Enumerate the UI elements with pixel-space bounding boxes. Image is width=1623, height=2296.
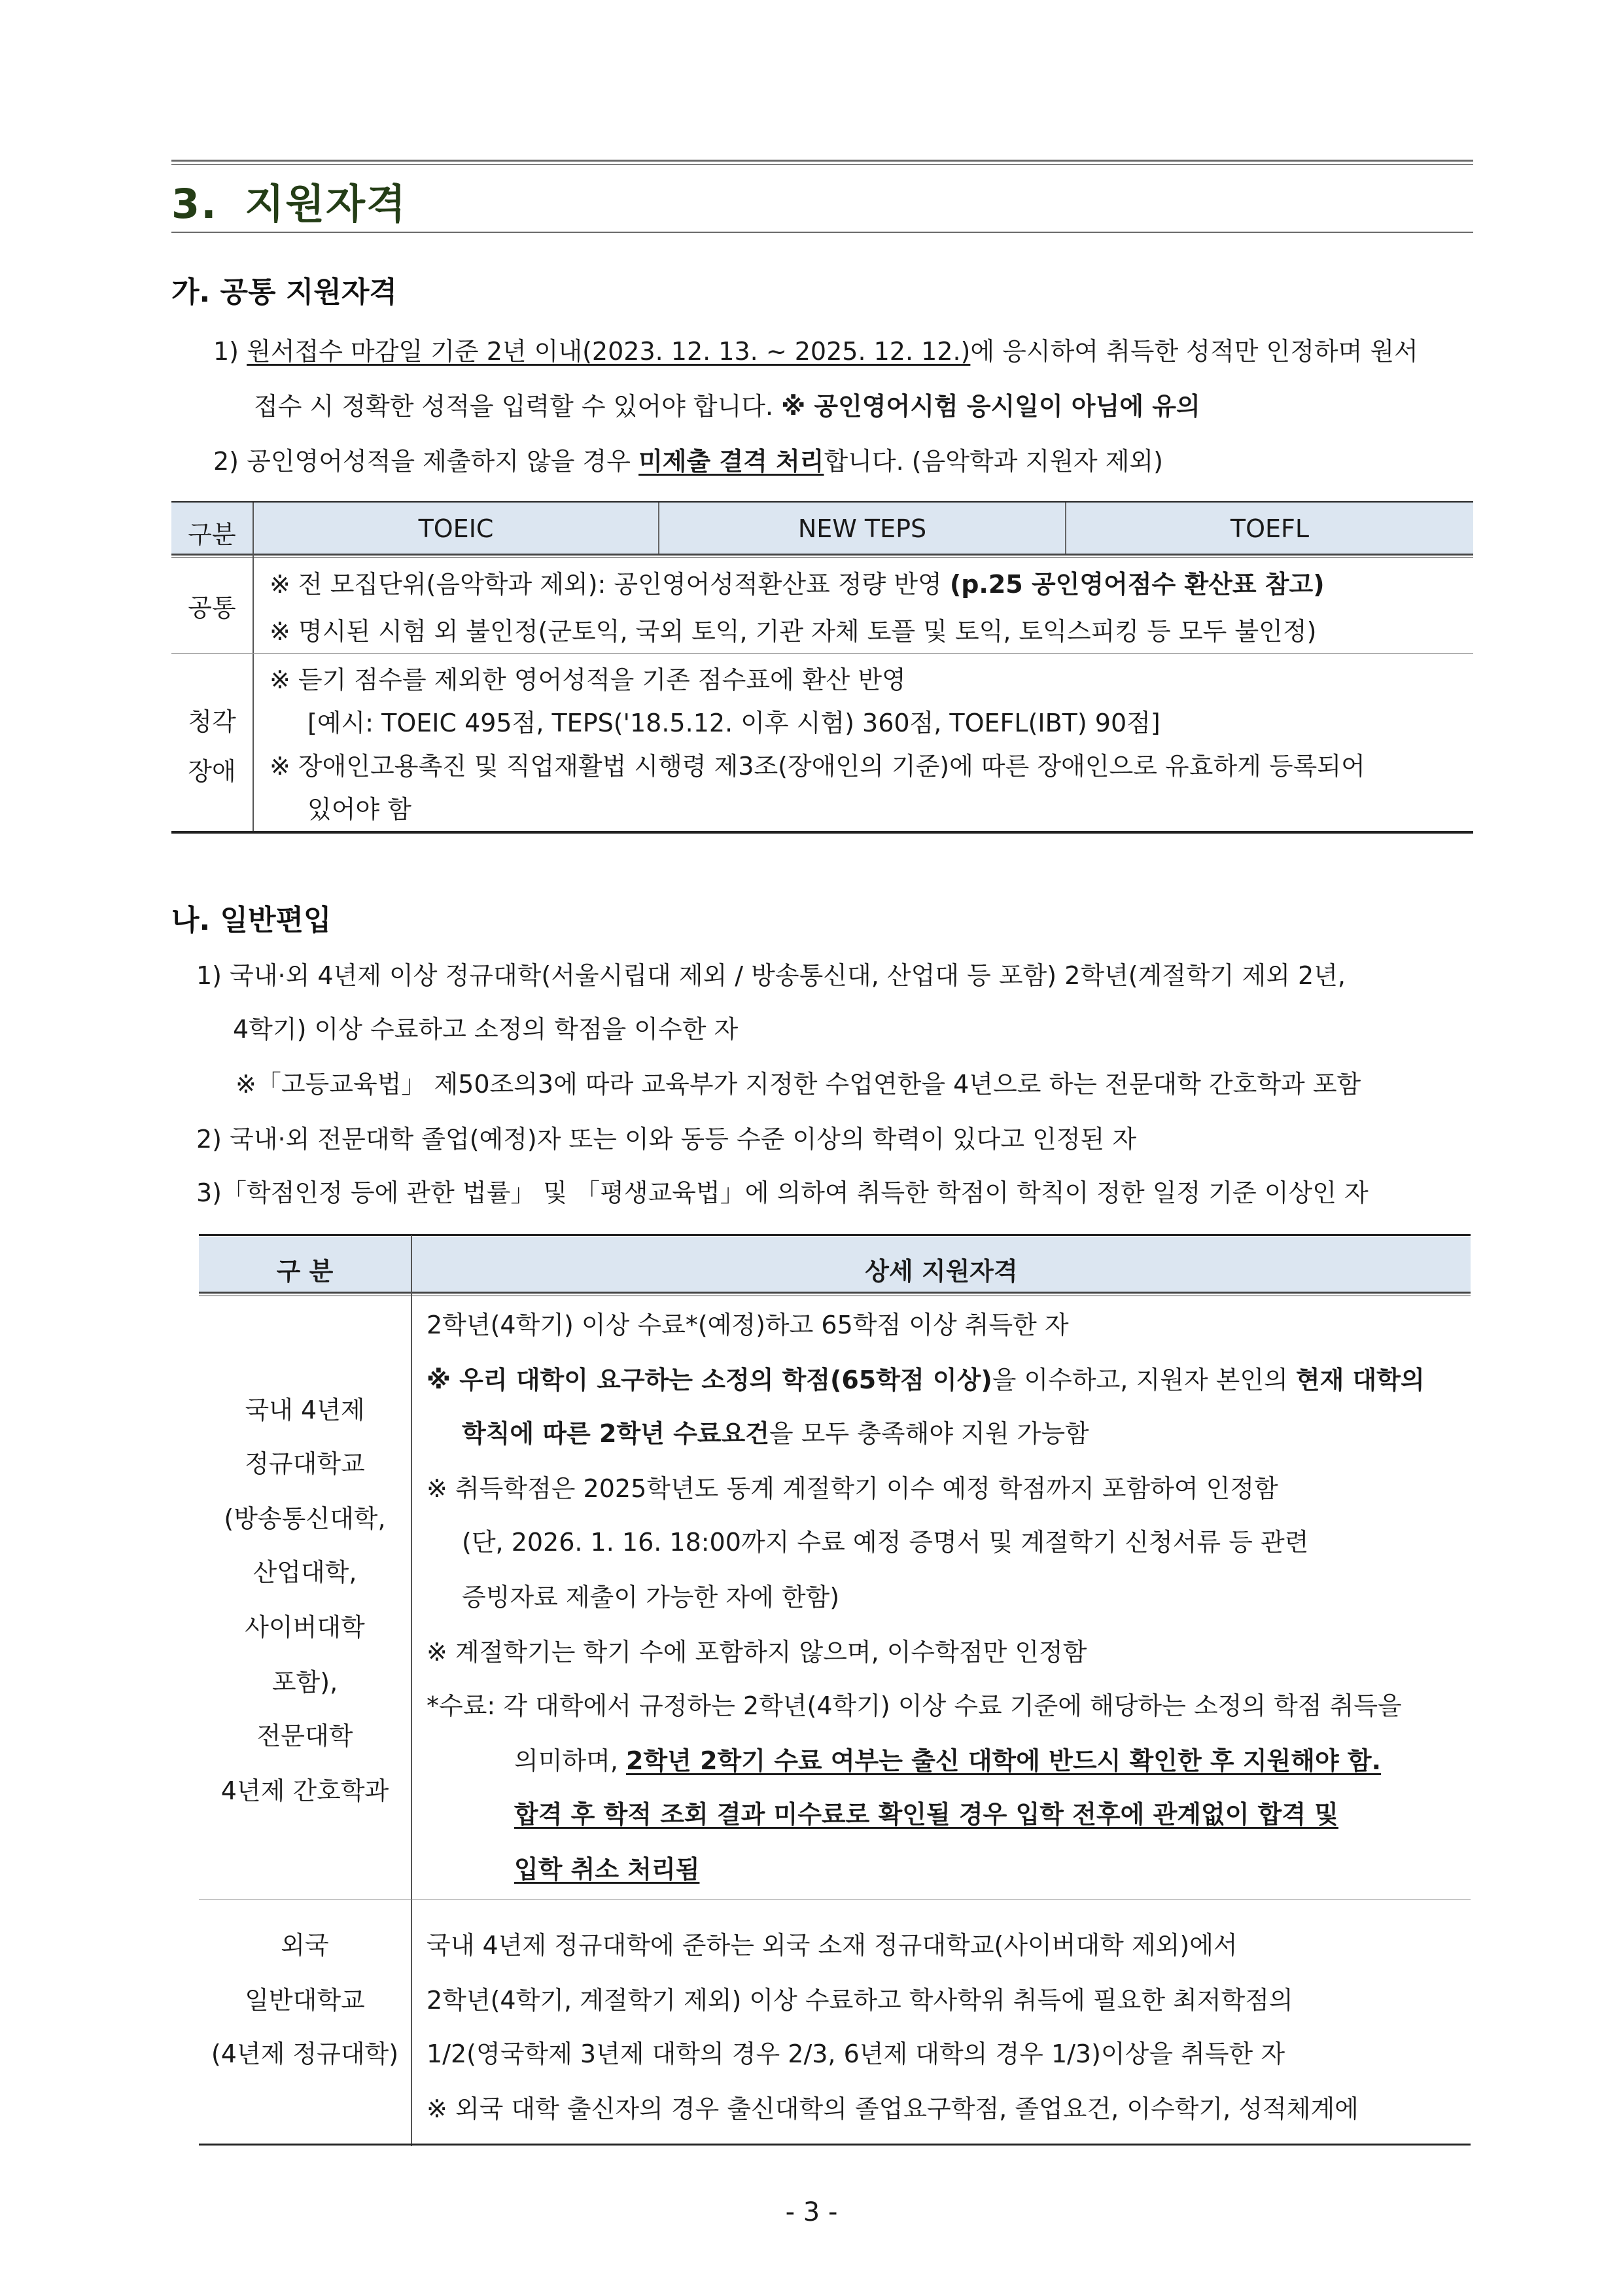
table1-label-divider	[253, 503, 254, 832]
general-heading: 나. 일반편입	[171, 904, 332, 937]
table2-row2-label-1: 외국	[281, 1931, 329, 1960]
table1-row2-line4: 있어야 함	[307, 795, 411, 824]
table1-row2-line3: ※ 장애인고용촉진 및 직업재활법 시행령 제3조(장애인의 기준)에 따른 장애인으로 유효하게 등록되어	[270, 752, 1365, 781]
common-item-1-rest: 에 응시하여 취득한 성적만 인정하며 원서	[970, 337, 1418, 366]
common-item-2-b: 합니다. (음악학과 지원자 제외)	[824, 447, 1163, 476]
common-item-2-a: 공인영어성적을 제출하지 않을 경우	[247, 447, 631, 476]
common-item-2-underlined: 미제출 결격 처리	[638, 447, 824, 476]
item-number: 2)	[213, 447, 239, 476]
section-number: 3.	[171, 180, 218, 228]
table2-bottom-border	[199, 2144, 1471, 2146]
table2-row1-line9-normal: 의미하며,	[514, 1746, 618, 1775]
table1-divider	[658, 503, 659, 555]
table1-row1-line1-b: (p.25 공인영어점수 환산표 참고)	[949, 570, 1325, 599]
item-number: 1)	[213, 337, 239, 366]
header-rule-top	[171, 160, 1473, 162]
header-rule-top-thin	[171, 164, 1473, 165]
general-item-3: 3)「학점인정 등에 관한 법률」 및 「평생교육법」에 의하여 취득한 학점이 학칙이 정한 일정 기준 이상인 자	[196, 1178, 1369, 1207]
table2-row1-line5: (단, 2026. 1. 16. 18:00까지 수료 예정 증명서 및 계절학기 신청서류 등 관련	[462, 1528, 1309, 1557]
table1-row2-label-2: 장애	[188, 757, 236, 786]
table2-row1-line8: *수료: 각 대학에서 규정하는 2학년(4학기) 이상 수료 기준에 해당하는 소정의 학점 취득을	[427, 1691, 1402, 1720]
section-title	[171, 171, 407, 230]
table1-header-cell-4	[1066, 503, 1473, 554]
table2-row2-label-3: (4년제 정규대학)	[211, 2040, 399, 2068]
common-item-1-note: ※ 공인영어시험 응시일이 아님에 유의	[781, 392, 1200, 421]
table2-row1-line3-bold: 학칙에 따른 2학년 수료요건	[462, 1419, 769, 1448]
header-label: 상세 지원자격	[865, 1257, 1018, 1286]
table2-row1-line2	[427, 1360, 1425, 1396]
table1-row2-label-1: 청각	[188, 707, 236, 736]
table2-row1-label-4: 산업대학,	[253, 1558, 357, 1587]
general-item-1-line1: 1) 국내·외 4년제 이상 정규대학(서울시립대 제외 / 방송통신대, 산업대 등 포함) 2학년(계절학기 제외 2년,	[196, 961, 1346, 990]
table2-row1-label-3: (방송통신대학,	[224, 1504, 386, 1533]
common-item-1	[213, 331, 1418, 367]
table2-row1-label-7: 전문대학	[256, 1722, 353, 1750]
table1-row-divider	[171, 653, 1473, 654]
table2-row1-line6: 증빙자료 제출이 가능한 자에 한함)	[462, 1583, 840, 1612]
header-rule-bottom	[171, 232, 1473, 233]
table2-row1-line3-normal: 을 모두 충족해야 지원 가능함	[769, 1419, 1089, 1448]
page-number: - 3 -	[785, 2197, 838, 2227]
table2-row1-label-6: 포함),	[271, 1668, 338, 1697]
table2-row1-line2-bold2: 현재 대학의	[1295, 1366, 1425, 1394]
header-label: 구분	[188, 520, 236, 549]
table1-row1-line2: ※ 명시된 시험 외 불인정(군토익, 국외 토익, 기관 자체 토플 및 토익, 토익스피킹 등 모두 불인정)	[270, 617, 1317, 646]
table1-bottom-border	[171, 831, 1473, 834]
table2-row1-line11: 입학 취소 처리됨	[514, 1855, 700, 1884]
table2-label-divider	[411, 1235, 412, 2146]
table2-row2-label-2: 일반대학교	[245, 1986, 365, 2015]
table1-row1-line1	[270, 564, 1325, 600]
table2-row1-line1: 2학년(4학기) 이상 수료*(예정)하고 65학점 이상 취득한 자	[427, 1311, 1069, 1339]
table1-header-border	[171, 554, 1473, 556]
header-label: NEW TEPS	[797, 514, 927, 543]
table2-row1-label-5: 사이버대학	[245, 1613, 365, 1642]
general-item-1-note: ※「고등교육법」 제50조의3에 따라 교육부가 지정한 수업연한을 4년으로 하는 전문대학 간호학과 포함	[236, 1070, 1361, 1099]
table1-header-cell-2	[254, 503, 658, 554]
general-item-2: 2) 국내·외 전문대학 졸업(예정)자 또는 이와 동등 수준 이상의 학력이 있다고 인정된 자	[196, 1125, 1137, 1154]
table2-row1-label-1: 국내 4년제	[245, 1396, 365, 1424]
common-item-2	[213, 441, 1163, 477]
table1-row1-line1-a: ※ 전 모집단위(음악학과 제외): 공인영어성적환산표 정량 반영	[270, 570, 942, 599]
table2-row1-line3	[462, 1413, 1089, 1449]
table2-row2-line4: ※ 외국 대학 출신자의 경우 출신대학의 졸업요구학점, 졸업요건, 이수학기, 성적체계에	[427, 2094, 1359, 2123]
table2-row1-line2-bold1: ※ 우리 대학이 요구하는 소정의 학점(65학점 이상)	[427, 1366, 992, 1394]
section-title-text: 지원자격	[245, 180, 407, 228]
common-item-1-cont-text: 접수 시 정확한 성적을 입력할 수 있어야 합니다.	[254, 392, 774, 421]
table1-row1-label: 공통	[188, 593, 236, 622]
table2-row1-line9-emphasis: 2학년 2학기 수료 여부는 출신 대학에 반드시 확인한 후 지원해야 함.	[626, 1746, 1382, 1775]
common-heading: 가. 공통 지원자격	[171, 275, 397, 309]
table2-row1-line9	[514, 1740, 1381, 1776]
table2-row1-line10: 합격 후 학적 조회 결과 미수료로 확인될 경우 입학 전후에 관계없이 합격 및	[514, 1800, 1338, 1829]
header-label: TOEFL	[1230, 514, 1310, 543]
table2-row1-label-8: 4년제 간호학과	[220, 1776, 389, 1805]
table2-row2-line3: 1/2(영국학제 3년제 대학의 경우 2/3, 6년제 대학의 경우 1/3)이상을 취득한 자	[427, 2040, 1285, 2068]
common-item-1-underlined: 원서접수 마감일 기준 2년 이내(2023. 12. 13. ~ 2025. 12. 12.)	[247, 337, 971, 366]
table1-divider	[1065, 503, 1066, 555]
table1-header-cell-1	[171, 503, 253, 554]
table2-row2-line2: 2학년(4학기, 계절학기 제외) 이상 수료하고 학사학위 취득에 필요한 최저학점의	[427, 1986, 1293, 2015]
table2-row1-label-2: 정규대학교	[245, 1449, 365, 1478]
table2-row1-line2-normal: 을 이수하고, 지원자 본인의	[992, 1366, 1288, 1394]
common-item-1-cont	[254, 386, 1200, 422]
table2-row1-line4: ※ 취득학점은 2025학년도 동계 계절학기 이수 예정 학점까지 포함하여 인정함	[427, 1474, 1278, 1503]
table2-top-border	[199, 1234, 1471, 1236]
table2-row2-line1: 국내 4년제 정규대학에 준하는 외국 소재 정규대학교(사이버대학 제외)에서	[427, 1931, 1238, 1960]
table1-header-cell-3	[659, 503, 1065, 554]
header-label: TOEIC	[418, 514, 494, 543]
table2-header-cell-2	[412, 1237, 1471, 1293]
table1-row2-line1: ※ 듣기 점수를 제외한 영어성적을 기존 점수표에 환산 반영	[270, 665, 906, 694]
table2-header-cell-1	[199, 1237, 411, 1293]
table1-header-border	[171, 557, 1473, 558]
general-item-1-line2: 4학기) 이상 수료하고 소정의 학점을 이수한 자	[233, 1015, 739, 1044]
header-label: 구 분	[276, 1257, 334, 1286]
table2-row1-line7: ※ 계절학기는 학기 수에 포함하지 않으며, 이수학점만 인정함	[427, 1638, 1087, 1667]
table1-row2-line2: [예시: TOEIC 495점, TEPS('18.5.12. 이후 시험) 360점, TOEFL(IBT) 90점]	[307, 709, 1161, 737]
table2-header-border	[199, 1292, 1471, 1294]
